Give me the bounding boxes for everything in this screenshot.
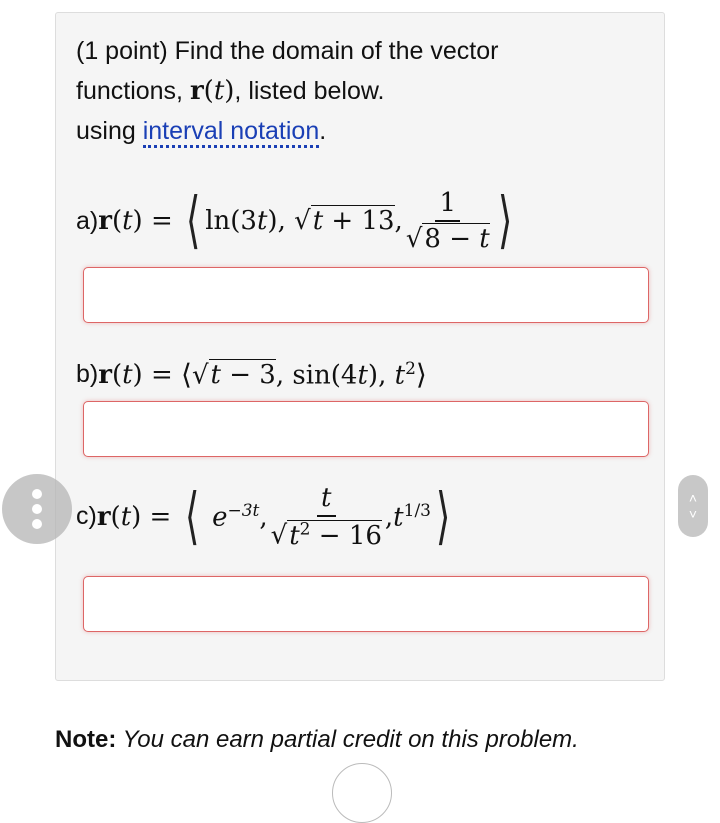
problem-b-formula: b) r ( t ) = ⟨ √t − 3, sin(4t), $t^2$ ⟩	[76, 358, 427, 391]
dot-icon	[32, 504, 42, 514]
problem-card	[55, 12, 665, 681]
floating-button[interactable]	[332, 763, 392, 823]
note-text: Note: You can earn partial credit on this problem.	[55, 726, 579, 753]
intro-line: (1 point) Find the domain of the vector	[76, 37, 499, 65]
answer-input-a[interactable]	[83, 267, 649, 323]
problem-c-formula: c) r ( t ) = ⟨ $e^{-3t}$, $\frac{t}{√t^2 - 16}$ $,t^{1/3}$ ⟩	[76, 481, 451, 551]
problem-intro	[76, 31, 498, 151]
intro-line: functions, r(t), listed below.	[76, 76, 385, 106]
scroll-control[interactable]	[678, 475, 708, 537]
answer-input-b[interactable]	[83, 401, 649, 457]
answer-input-c[interactable]	[83, 576, 649, 632]
chevron-up-icon[interactable]: ˄	[688, 490, 698, 506]
problem-a-formula: a) r ( t ) = ⟨ ln(3t), √t + 13, $\frac{1}{√8 - t}$ ⟩	[76, 186, 513, 255]
intro-line: using interval notation.	[76, 111, 498, 151]
dot-icon	[32, 489, 42, 499]
dot-icon	[32, 519, 42, 529]
chevron-down-icon[interactable]: ˅	[688, 506, 698, 522]
more-options-button[interactable]	[2, 474, 72, 544]
interval-notation-link[interactable]: interval notation	[143, 117, 320, 148]
